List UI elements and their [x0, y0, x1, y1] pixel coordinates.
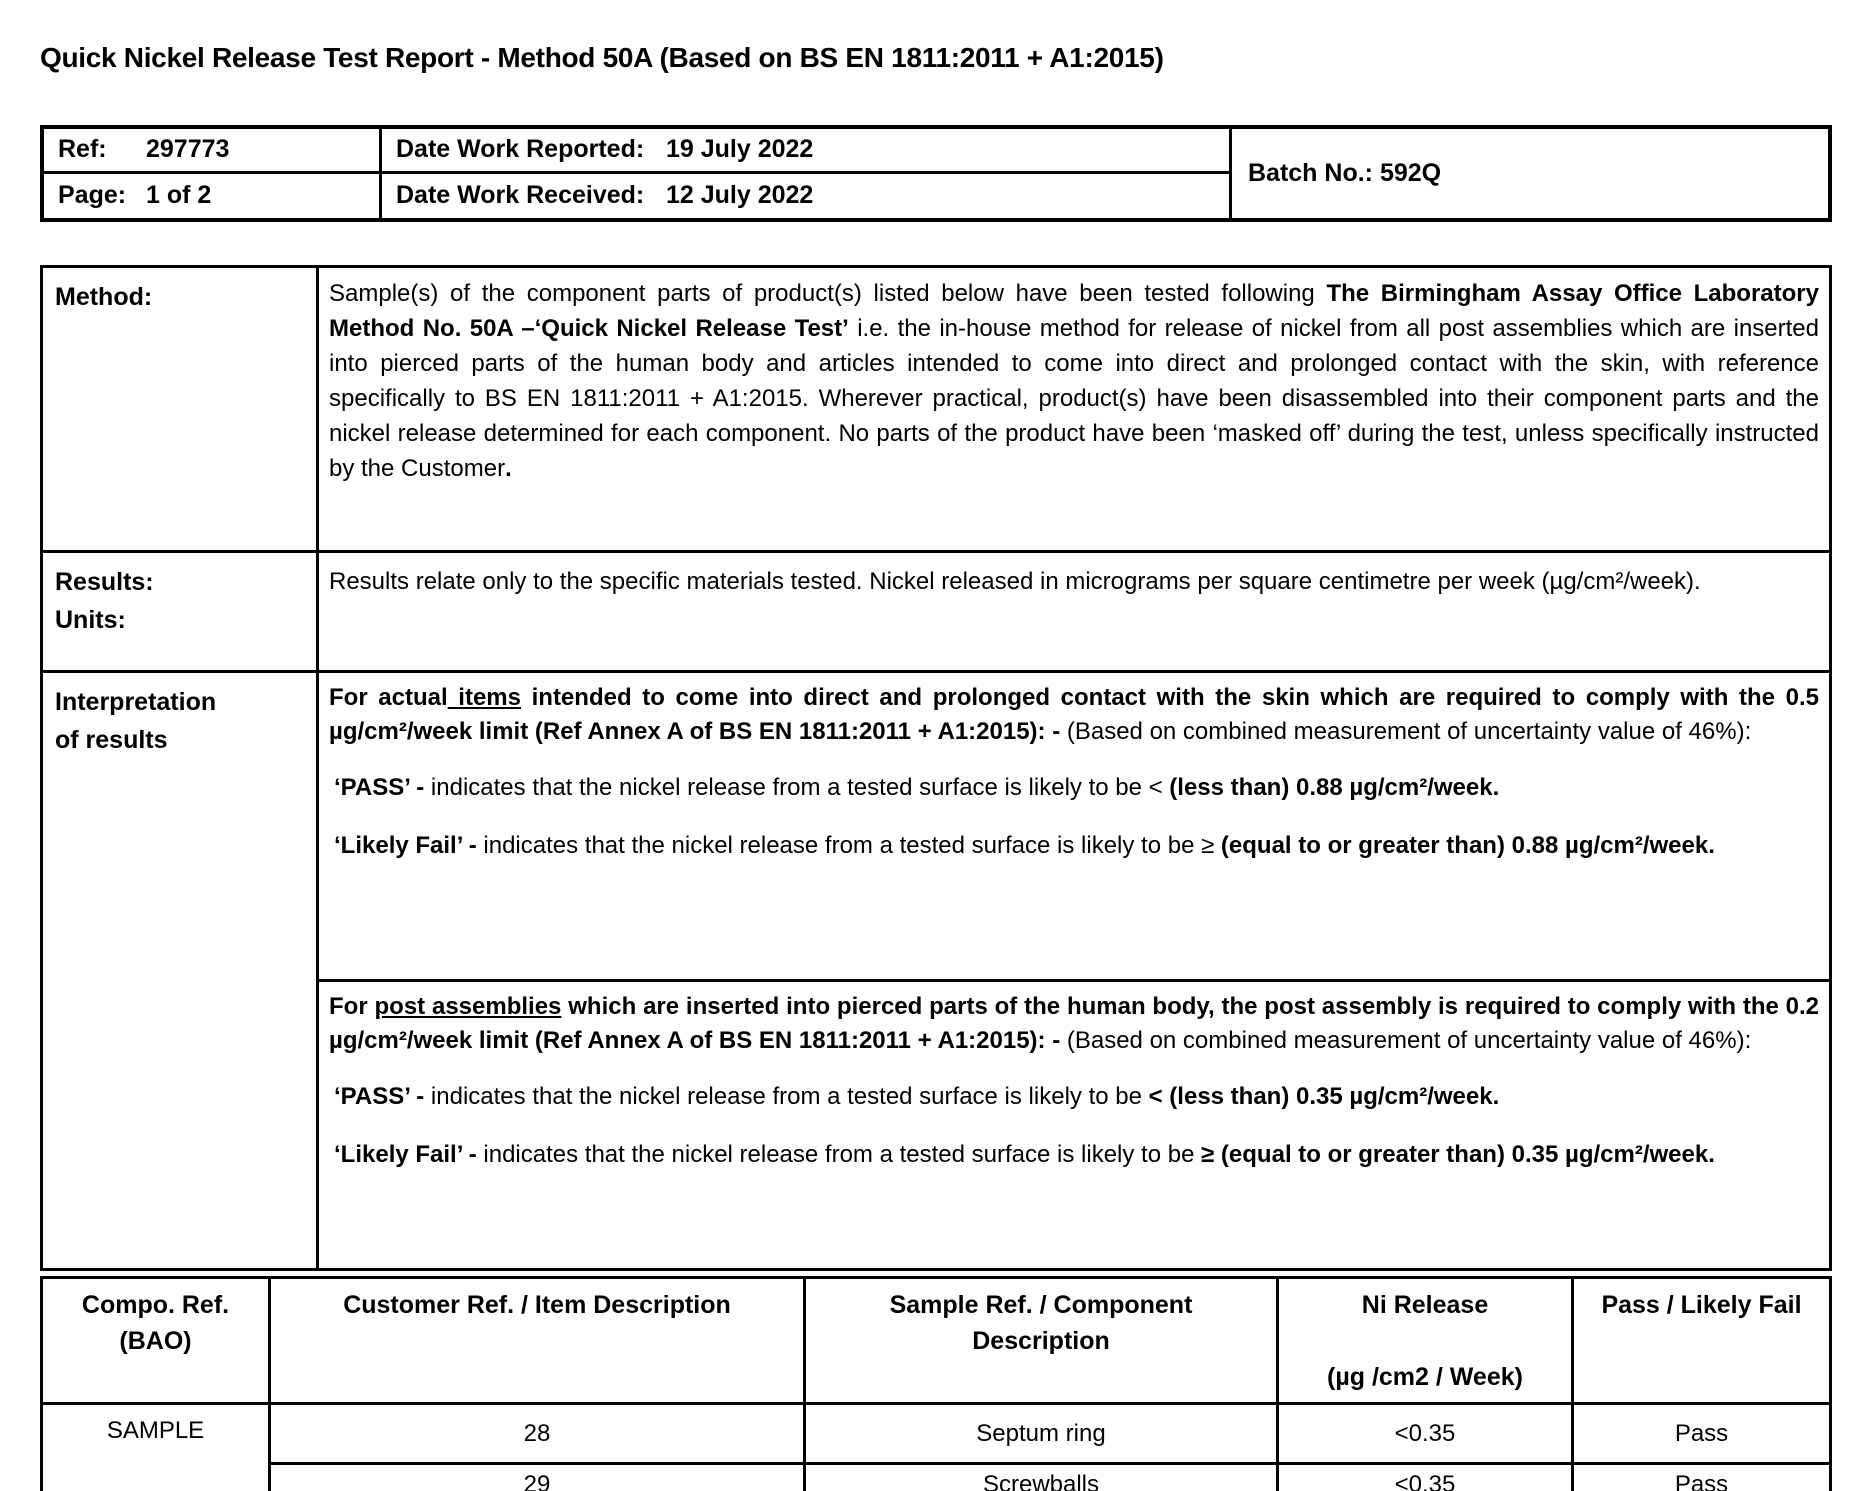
items-fail-text: ‘Likely Fail’ - indicates that the nickel release from a tested surface is likely to be ≥ (equal to or greater than) 0.88 µg/cm²/week.: [334, 832, 1715, 859]
table-row-29-compo-ref: 29: [271, 1465, 806, 1491]
page-title: Quick Nickel Release Test Report - Method 50A (Based on BS EN 1811:2011 + A1:2015): [40, 42, 1164, 73]
table-row-29-ni-release: <0.35: [1279, 1465, 1574, 1491]
table-row-29-result: Pass: [1674, 1471, 1729, 1491]
interpretation-content: [319, 673, 1829, 1268]
table-customer-ref-merged: SAMPLE: [43, 1405, 271, 1491]
post-intro-text: For post assemblies which are inserted into pierced parts of the human body, the post assembly is required to comply with the 0.2 µg/cm²/week limit (Ref Annex A of BS EN 1811:2011 + A1:2015): - (Based on combined measurement of uncertainty value of 46%):: [329, 993, 1820, 1054]
table-row-28-ni-release: <0.35: [1279, 1405, 1574, 1465]
results-label-line2: Units:: [55, 606, 126, 634]
date-reported-value: 19 July 2022: [666, 135, 814, 164]
results-table: [40, 1276, 1832, 1491]
table-row-28-sample-ref: Septum ring: [806, 1405, 1279, 1465]
interpretation-label: [43, 673, 319, 1268]
items-intro-text: For actual items intended to come into direct and prolonged contact with the skin which are required to comply with the 0.5 µg/cm²/week limit (Ref Annex A of BS EN 1811:2011 + A1:2015): - (Based on combined measurement of uncertainty value of 46%):: [329, 684, 1819, 745]
pass-fail-header: Pass / Likely Fail: [1601, 1291, 1802, 1319]
column-header-ni-release: [1279, 1279, 1574, 1405]
date-received-value: 12 July 2022: [666, 181, 814, 210]
ref-label: Ref:: [58, 135, 107, 164]
table-row-28-compo-ref: 28: [271, 1405, 806, 1465]
column-header-customer-ref: [271, 1279, 806, 1405]
batch-number-cell: [1232, 129, 1828, 218]
items-pass-text: ‘PASS’ - indicates that the nickel release from a tested surface is likely to be < (less than) 0.88 µg/cm²/week.: [334, 774, 1500, 801]
table-row-28-result: Pass: [1574, 1405, 1829, 1465]
date-reported-cell: [382, 129, 1232, 174]
ref-cell: [44, 129, 382, 174]
customer-ref-header: Customer Ref. / Item Description: [343, 1291, 731, 1319]
interpretation-label-line1: Interpretation: [55, 688, 217, 716]
interpretation-label-line2: of results: [55, 726, 168, 754]
post-fail-text: ‘Likely Fail’ - indicates that the nickel release from a tested surface is likely to be ≥ (equal to or greater than) 0.35 µg/cm²/week.: [334, 1141, 1715, 1168]
table-row-29-sample-ref: Screwballs: [806, 1465, 1279, 1491]
ni-release-header: Ni Release: [1361, 1291, 1489, 1319]
results-units-label: [43, 553, 319, 673]
method-text: Sample(s) of the component parts of product(s) listed below have been tested following The Birmingham Assay Office Laboratory Method No. 50A –‘Quick Nickel Release Test’ i.e. the in-house method for release of nickel from all post assemblies which are inserted into pierced parts of the human body and articles intended to come into direct and prolonged contact with the skin, with reference specifically to BS EN 1811:2011 + A1:2015. Wherever practical, product(s) have been disassembled into their component parts and the nickel release determined for each component. No parts of the product have been ‘masked off’ during the test, unless specifically instructed by the Customer.: [319, 268, 1829, 553]
sample-ref-header-line1: Sample Ref. / Component: [889, 1291, 1193, 1319]
column-header-pass-fail: [1574, 1279, 1829, 1405]
date-received-label: Date Work Received:: [396, 181, 645, 210]
batch-number: Batch No.: 592Q: [1248, 159, 1442, 187]
method-label: Method:: [43, 268, 319, 553]
sample-ref-header-line2: Description: [972, 1327, 1110, 1355]
interpretation-post-section: [319, 982, 1829, 1268]
date-reported-label: Date Work Reported:: [396, 135, 645, 164]
column-header-compo-ref: [43, 1279, 271, 1405]
interpretation-items-section: [319, 673, 1829, 982]
results-label-line1: Results:: [55, 568, 154, 596]
ref-value: 297773: [146, 135, 230, 164]
ni-release-units: (µg /cm2 / Week): [1327, 1363, 1523, 1391]
header-table: [40, 125, 1832, 222]
column-header-sample-ref: [806, 1279, 1279, 1405]
compo-ref-header-line1: Compo. Ref.: [81, 1291, 230, 1319]
page-label: Page:: [58, 181, 127, 210]
page-cell: [44, 174, 382, 219]
page-value: 1 of 2: [146, 181, 212, 210]
method-results-table: [40, 265, 1832, 1271]
post-pass-text: ‘PASS’ - indicates that the nickel release from a tested surface is likely to be < (less than) 0.35 µg/cm²/week.: [334, 1083, 1500, 1110]
results-text: Results relate only to the specific materials tested. Nickel released in micrograms per square centimetre per week (µg/cm²/week).: [319, 553, 1829, 673]
compo-ref-header-line2: (BAO): [119, 1327, 192, 1355]
date-received-cell: [382, 174, 1232, 219]
